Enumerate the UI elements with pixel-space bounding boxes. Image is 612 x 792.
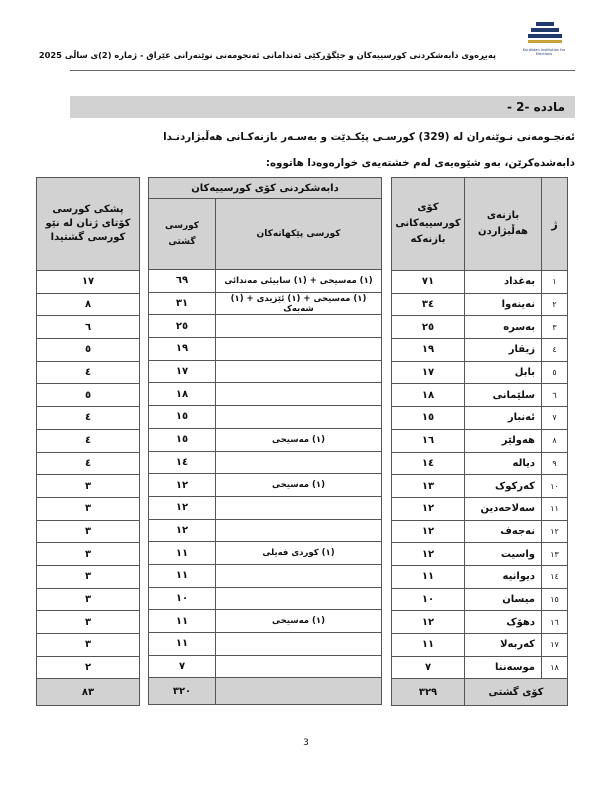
total-seats-cell: ١٢ (392, 543, 465, 566)
seq-cell: ١٢ (542, 520, 568, 543)
table-row (37, 293, 140, 316)
district-name-cell: نەجەف (465, 520, 542, 543)
women-quota-cell: ٤ (37, 361, 140, 384)
women-quota-cell: ٣ (37, 520, 140, 543)
table-row (149, 428, 382, 451)
page-number: 3 (303, 738, 309, 748)
total-label: کۆی گشتی (465, 679, 568, 706)
table-row (149, 564, 382, 587)
table-row (37, 565, 140, 588)
institution-logo (514, 20, 576, 66)
component-seats-cell (216, 587, 382, 610)
total-general: ٣٢٠ (149, 678, 216, 705)
total-seats-cell: ١١ (392, 634, 465, 657)
table-row (392, 339, 568, 362)
table-row (149, 406, 382, 429)
paragraph-line-2: دابەشدەکرێن، بەو شێوەیەی لەم خشتەیەی خوارەوەدا هاتووە: (265, 157, 575, 169)
total-seats-cell: ١١ (392, 565, 465, 588)
table-row (392, 407, 568, 430)
table-row (37, 339, 140, 362)
district-name-cell: نەینەوا (465, 293, 542, 316)
total-seats: ٣٢٩ (392, 679, 465, 706)
table-row (392, 316, 568, 339)
article-title: مادده -2 - (70, 96, 575, 118)
table-row (149, 315, 382, 338)
district-name-cell: دیوانیە (465, 565, 542, 588)
component-seats-cell: (١) مەسیحی (216, 610, 382, 633)
women-quota-cell: ٥ (37, 339, 140, 362)
table-row (37, 384, 140, 407)
component-seats-cell (216, 338, 382, 361)
district-name-cell: هەولێر (465, 429, 542, 452)
page-header (36, 20, 576, 70)
women-quota-cell: ٢ (37, 656, 140, 679)
women-quota-cell: ٤ (37, 407, 140, 430)
component-seats-cell (216, 360, 382, 383)
district-name-cell: کەربەلا (465, 634, 542, 657)
table-row (149, 383, 382, 406)
component-seats-cell (216, 383, 382, 406)
seq-cell: ٤ (542, 339, 568, 362)
component-seats-cell (216, 519, 382, 542)
general-seats-cell: ١٨ (149, 383, 216, 406)
table-row (392, 271, 568, 294)
women-quota-cell: ٣ (37, 634, 140, 657)
table-row (37, 361, 140, 384)
women-quota-cell: ٨ (37, 293, 140, 316)
district-name-cell: میسان (465, 588, 542, 611)
general-seats-cell: ١٩ (149, 338, 216, 361)
general-seats-cell: ٣١ (149, 292, 216, 315)
logo-caption: Kurdistan Institution for Elections (522, 48, 566, 56)
seq-cell: ١٠ (542, 475, 568, 498)
total-components-empty (216, 678, 382, 705)
component-seats-cell (216, 406, 382, 429)
table-row (392, 475, 568, 498)
seq-cell: ٦ (542, 384, 568, 407)
general-seats-cell: ١٥ (149, 406, 216, 429)
table-row (392, 656, 568, 679)
district-name-cell: سلێمانی (465, 384, 542, 407)
general-seats-cell: ٦٩ (149, 270, 216, 293)
general-seats-cell: ١٢ (149, 474, 216, 497)
seq-cell: ٢ (542, 293, 568, 316)
total-seats-cell: ٧ (392, 656, 465, 679)
general-seats-cell: ١٢ (149, 519, 216, 542)
district-name-cell: کەرکوک (465, 475, 542, 498)
women-quota-cell: ٣ (37, 565, 140, 588)
total-seats-cell: ٧١ (392, 271, 465, 294)
general-seats-cell: ١٢ (149, 496, 216, 519)
table-row (37, 634, 140, 657)
total-seats-cell: ١٢ (392, 520, 465, 543)
table-row (392, 520, 568, 543)
table-row (149, 270, 382, 293)
header-general-seats: کورسی گشتی (149, 199, 216, 270)
women-quota-cell: ٦ (37, 316, 140, 339)
table-row (149, 633, 382, 656)
table-row (37, 497, 140, 520)
total-seats-cell: ١٢ (392, 497, 465, 520)
general-seats-cell: ٢٥ (149, 315, 216, 338)
table-row (149, 292, 382, 315)
component-seats-cell (216, 564, 382, 587)
seq-cell: ١٥ (542, 588, 568, 611)
table-row (149, 360, 382, 383)
total-seats-cell: ١٩ (392, 339, 465, 362)
table-row (392, 452, 568, 475)
table-row (392, 543, 568, 566)
table-row (37, 588, 140, 611)
seq-cell: ١٧ (542, 634, 568, 657)
women-quota-table (36, 177, 140, 706)
total-seats-cell: ١٨ (392, 384, 465, 407)
total-seats-cell: ١٥ (392, 407, 465, 430)
table-row (37, 543, 140, 566)
seq-cell: ٥ (542, 361, 568, 384)
table-row (37, 429, 140, 452)
women-quota-cell: ٣ (37, 588, 140, 611)
district-name-cell: دیالە (465, 452, 542, 475)
seq-cell: ١٨ (542, 656, 568, 679)
table-row (149, 496, 382, 519)
table-row (392, 634, 568, 657)
seq-cell: ١١ (542, 497, 568, 520)
table-row (37, 656, 140, 679)
total-seats-cell: ١٣ (392, 475, 465, 498)
general-seats-cell: ١١ (149, 542, 216, 565)
women-quota-cell: ٤ (37, 429, 140, 452)
component-seats-cell: (١) مەسیحی + (١) ئێزیدی + (١) شەبەک (216, 292, 382, 315)
table-row (149, 587, 382, 610)
component-seats-cell: (١) مەسیحی (216, 428, 382, 451)
seq-cell: ٣ (542, 316, 568, 339)
seq-cell: ١٤ (542, 565, 568, 588)
logo-icon (514, 20, 576, 48)
women-quota-cell: ٣ (37, 497, 140, 520)
component-seats-cell (216, 633, 382, 656)
general-seats-cell: ١٧ (149, 360, 216, 383)
table-row (37, 407, 140, 430)
general-seats-cell: ١٤ (149, 451, 216, 474)
seq-cell: ٨ (542, 429, 568, 452)
seq-cell: ١٣ (542, 543, 568, 566)
table-row (392, 565, 568, 588)
women-quota-cell: ٣ (37, 475, 140, 498)
general-seats-cell: ١١ (149, 564, 216, 587)
component-seats-cell: (١) مەسیحی (216, 474, 382, 497)
district-name-cell: بەسرە (465, 316, 542, 339)
table-row (149, 338, 382, 361)
district-name-cell: سەلاحەدین (465, 497, 542, 520)
distribution-table (148, 177, 382, 705)
table-row (149, 519, 382, 542)
header-total-seats: کۆی کورسییەکانی بازنەکە (392, 178, 465, 271)
total-seats-cell: ٢٥ (392, 316, 465, 339)
table-row (149, 474, 382, 497)
general-seats-cell: ١١ (149, 633, 216, 656)
table-row (37, 520, 140, 543)
district-table (391, 177, 568, 706)
district-name-cell: بەغداد (465, 271, 542, 294)
component-seats-cell (216, 315, 382, 338)
total-seats-cell: ١٦ (392, 429, 465, 452)
header-divider (70, 70, 575, 71)
table-row (392, 384, 568, 407)
table-row (392, 611, 568, 634)
component-seats-cell (216, 451, 382, 474)
paragraph-line-1: ئەنجـومەنی نـوێنەران لە (329) کورسـی پێکـدێت و بەسـەر بازنەکـانی هەڵبژاردنـدا (163, 131, 575, 143)
seq-cell: ١٦ (542, 611, 568, 634)
district-name-cell: دهۆک (465, 611, 542, 634)
women-quota-cell: ٣ (37, 611, 140, 634)
general-seats-cell: ٧ (149, 655, 216, 678)
table-row (37, 475, 140, 498)
table-row (392, 361, 568, 384)
district-name-cell: زیقار (465, 339, 542, 362)
seq-cell: ٩ (542, 452, 568, 475)
component-seats-cell: (١) کوردی فەیلی (216, 542, 382, 565)
article-paragraph (70, 124, 575, 176)
total-seats-cell: ١٢ (392, 611, 465, 634)
component-seats-cell (216, 655, 382, 678)
table-row (392, 293, 568, 316)
header-title: پەیڕەوی دابەشکردنی کورسییەکان و جێگۆڕکێی ئەندامانی ئەنجومەنی نوێنەرانی عێراق - ژمارە (2)ی ساڵی 2025 (38, 50, 496, 60)
table-row (37, 316, 140, 339)
table-row (149, 451, 382, 474)
table-row (392, 497, 568, 520)
district-name-cell: واسیت (465, 543, 542, 566)
total-seats-cell: ١٠ (392, 588, 465, 611)
table-row (392, 588, 568, 611)
table-row (37, 611, 140, 634)
general-seats-cell: ١٠ (149, 587, 216, 610)
header-women-quota: پشکی کورسی کۆتای ژنان لە نێو کورسی گشتیدا (37, 178, 140, 271)
total-seats-cell: ١٤ (392, 452, 465, 475)
table-row (149, 655, 382, 678)
total-women: ٨٣ (37, 679, 140, 706)
header-seq: ژ (542, 178, 568, 271)
table-row (37, 271, 140, 294)
women-quota-cell: ١٧ (37, 271, 140, 294)
women-quota-cell: ٣ (37, 543, 140, 566)
women-quota-cell: ٥ (37, 384, 140, 407)
general-seats-cell: ١٥ (149, 428, 216, 451)
seq-cell: ٧ (542, 407, 568, 430)
header-component-seats: کورسی پێکهاتەکان (216, 199, 382, 270)
table-row (392, 429, 568, 452)
district-name-cell: بابل (465, 361, 542, 384)
seq-cell: ١ (542, 271, 568, 294)
table-row (149, 610, 382, 633)
total-seats-cell: ١٧ (392, 361, 465, 384)
table-row (37, 452, 140, 475)
district-name-cell: موسەننا (465, 656, 542, 679)
district-name-cell: ئەنبار (465, 407, 542, 430)
header-distribution: دابەشکردنی کۆی کورسییەکان (149, 178, 382, 199)
total-seats-cell: ٣٤ (392, 293, 465, 316)
component-seats-cell (216, 496, 382, 519)
table-row (149, 542, 382, 565)
general-seats-cell: ١١ (149, 610, 216, 633)
women-quota-cell: ٤ (37, 452, 140, 475)
header-district: بازنەی هەڵبژاردن (465, 178, 542, 271)
component-seats-cell: (١) مەسیحی + (١) سابیئی مەندائی (216, 270, 382, 293)
